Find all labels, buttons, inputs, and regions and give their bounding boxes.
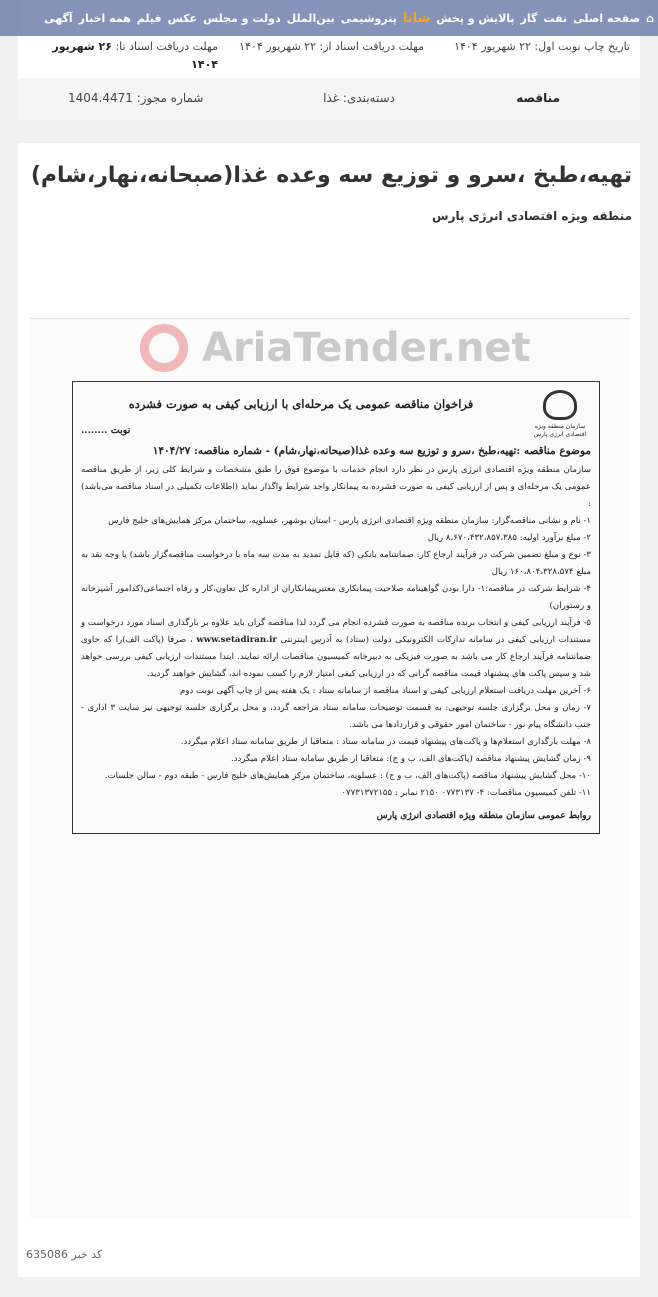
notice-heading: فراخوان مناقصه عمومی یک مرحله‌ای با ارزیابی کیفی به صورت فشرده bbox=[128, 397, 474, 411]
top-nav bbox=[0, 0, 658, 36]
watermark: AriaTender.net bbox=[202, 325, 531, 371]
tender-meta bbox=[18, 78, 640, 120]
notice-item: ۵- فرآیند ارزیابی کیفی و انتخاب برنده مناقصه به صورت فشرده انجام می گردد لذا مناقصه گران باید علاوه بر بارگذاری اسناد موزد درخواست و مستندات ارزیابی کیفی در سامانه تدارکات الکترونیکی دولت (ستاد) به آدرس اینترنتی www.setadiran.ir ، صرفا (پاکت الف)را که حاوی ضمانتنامه فرآیند ارجاع کار می باشد به صورت فیزیکی به دبیرخانه کمیسیون مناقصات ارائه نمایند. ابتدا مستندات ارزیابی کیفی بررسی خواهد شد و سپس پاکت های پیشنهاد قیمت مناقصه گرانی که در ارزیابی کیفی امتیاز لازم را کسب نموده اند، گشایش خواهند گردید. bbox=[81, 618, 592, 679]
nav-petrochemical[interactable]: پتروشیمی bbox=[340, 11, 397, 25]
news-code: کد خبر 635086 bbox=[26, 1248, 103, 1261]
docs-from-date: مهلت دریافت اسناد از: ۲۲ شهریور ۱۴۰۴ bbox=[239, 40, 424, 53]
notice-item: ۹- زمان گشایش پیشنهاد مناقصه (پاکت‌های الف، ب و ج): متعاقبا از طریق سامانه ستاد اعلام میگردد. bbox=[230, 754, 591, 764]
notice-document bbox=[72, 381, 600, 834]
tender-detail-card bbox=[18, 143, 640, 1277]
license-number: شماره مجوز: 1404.4471 bbox=[68, 91, 204, 105]
notice-item: ۶- آخرین مهلت دریافت استعلام ارزیابی کیفی و اسناد مناقصه از سامانه ستاد : یک هفته پس از چاپ آگهی نوبت دوم bbox=[180, 686, 591, 696]
notice-item: ۲- مبلغ برآورد اولیه: ۸،۶۷۰،۴۳۲،۸۵۷،۳۸۵ ریال bbox=[427, 533, 591, 543]
nav-home[interactable]: صفحه اصلی bbox=[573, 11, 641, 25]
emblem-icon bbox=[543, 390, 577, 420]
notice-subject: موضوع مناقصه :تهیه،طبخ ،سرو و توزیع سه وعده غذا(صبحانه،نهار،شام) - شماره مناقصه: ۱۴۰۴/۲۷ bbox=[152, 445, 591, 457]
tender-category: دسته‌بندی: غذا bbox=[323, 91, 395, 105]
nav-government[interactable]: دولت و مجلس bbox=[203, 11, 281, 25]
nav-photo[interactable]: عکس bbox=[167, 11, 198, 25]
notice-item: ۳- نوع و مبلغ تضمین شرکت در فرآیند ارجاع کار: ضمانتنامه بانکی (که قابل تمدید به مدت سه ماه با درخواست مناقصه‌گزار باشد) یا وجه نقد به مبلغ ۱۶۰،۸۰۴،۳۲۸،۵۷۴ ریال bbox=[81, 550, 591, 577]
notice-intro: سازمان منطقه ویژه اقتصادی انرژی پارس در نظر دارد انجام خدمات با موضوع فوق را طبق مشخصات و شرایط کلی زیر، از طریق مناقصه عمومی یک مرحله‌ای و پس از ارزیابی کیفی به صورت فشرده به پیمانکار واجد شرایط واگذار نماید (اطلاعات تکمیلی در اسناد مناقصه می‌باشد) : bbox=[81, 465, 591, 509]
notice-item: ۸- مهلت بارگذاری استعلام‌ها و پاکت‌های پیشنهاد قیمت در سامانه ستاد : متعاقبا از طریق سامانه ستاد اعلام میگردد. bbox=[180, 737, 591, 747]
nav-film[interactable]: فیلم bbox=[136, 11, 162, 25]
notice-item: ۱۱- تلفن کمیسیون مناقصات: ۴- ۰۷۷۳۱۳۷ ۲۱۵۰ نمابر : ۰۷۷۳۱۳۷۲۱۵۵ bbox=[341, 788, 591, 798]
notice-header bbox=[81, 390, 591, 439]
tender-dates bbox=[18, 38, 640, 74]
notice-item: ۴- شرایط شرکت در مناقصه:۱- دارا بودن گواهینامه صلاحیت پیمانکاری معتبرپیمانکاران از اداره کل تعاون،کار و رفاه اجتماعی(کدامور آشپزخانه و رستوران) bbox=[81, 584, 591, 611]
org-emblem: سازمان منطقه ویژه اقتصادی انرژی پارس bbox=[529, 390, 591, 439]
tender-notice-image bbox=[30, 318, 630, 1218]
page-title: تهیه،طبخ ،سرو و توزیع سه وعده غذا(صبحانه،نهار،شام) bbox=[30, 163, 632, 188]
setadiran-link: www.setadiran.ir bbox=[196, 635, 277, 645]
nav-oil[interactable]: نفت bbox=[543, 11, 568, 25]
nav-all-news[interactable]: همه اخبار bbox=[78, 11, 131, 25]
nav-ads[interactable]: آگهی bbox=[44, 11, 73, 25]
organization-name: منطقه ویژه اقتصادی انرژی پارس bbox=[432, 209, 632, 223]
print-date: تاریخ چاپ نوبت اول: ۲۲ شهریور ۱۴۰۴ bbox=[454, 40, 630, 53]
nav-gas[interactable]: گاز bbox=[520, 11, 538, 25]
watermark-logo-icon bbox=[140, 324, 188, 372]
home-icon[interactable]: ⌂ bbox=[646, 11, 654, 25]
docs-to-date: مهلت دریافت اسناد تا: ۲۶ شهریور ۱۴۰۴ bbox=[52, 40, 218, 71]
notice-item: ۷- زمان و محل برگزاری جلسه توجیهی: به قسمت توضیحات سامانه ستاد مراجعه گردد، و محل برگزاری جلسه توجیهی نیز سایت ۳ اداری - جنب دانشگاه پیام نور - ساختمان امور حقوقی و قراردادها می باشد. bbox=[81, 703, 591, 730]
notice-signature: روابط عمومی سازمان منطقه ویژه اقتصادی انرژی پارس bbox=[376, 811, 591, 821]
tender-type: مناقصه bbox=[516, 91, 560, 105]
nav-refining[interactable]: پالایش و پخش bbox=[436, 11, 515, 25]
notice-turn: نوبت ........ bbox=[81, 425, 131, 436]
site-logo[interactable]: شانا bbox=[402, 10, 431, 26]
notice-item: ۱- نام و نشانی مناقصه‌گزار: سازمان منطقه ویژه اقتصادی انرژی پارس - استان بوشهر، عسلویه، ساختمان مرکز همایش‌های خلیج فارس bbox=[108, 516, 591, 526]
watermark-area bbox=[140, 321, 531, 375]
nav-international[interactable]: بین‌الملل bbox=[286, 11, 335, 25]
notice-item: ۱۰- محل گشایش پیشنهاد مناقصه (پاکت‌های الف، ب و ج) : عسلویه، ساختمان مرکز همایش‌های خلیج فارس - طبقه دوم - سالن جلسات. bbox=[104, 771, 591, 781]
